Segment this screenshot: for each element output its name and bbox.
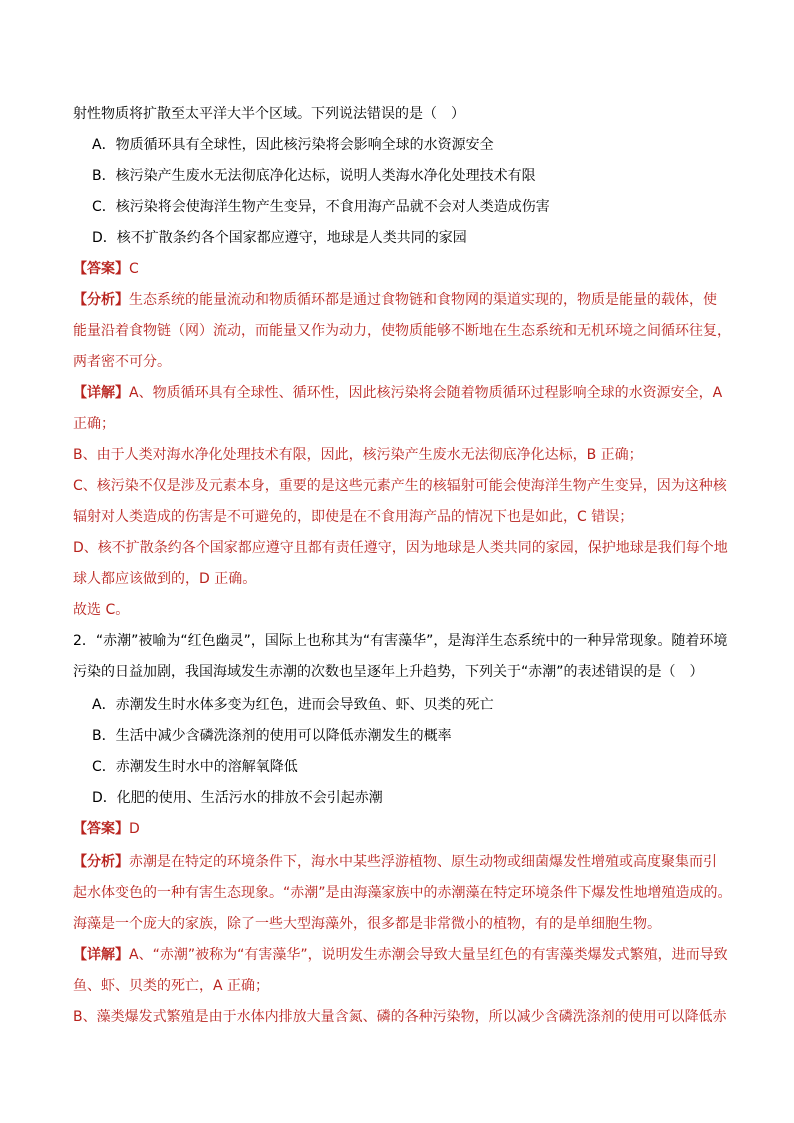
q2-detail-line [73,944,733,966]
q1-answer [73,258,733,280]
q2-detail-text: A、“赤潮”被称为“有害藻华”，说明发生赤潮会导致大量呈红色的有害藻类爆发式繁殖，进而导致 [129,947,728,963]
q2-stem-line: 2．“赤潮”被喻为“红色幽灵”，国际上也称其为“有害藻华”，是海洋生态系统中的一种异常现象。随着环境 [73,633,728,649]
q1-conclusion: 故选 C。 [73,602,130,618]
q1-detail-line: D、核不扩散条约各个国家都应遵守且都有责任遵守，因为地球是人类共同的家园，保护地球是我们每个地 [73,540,728,556]
q1-detail-line: B、由于人类对海水净化处理技术有限，因此，核污染产生废水无法彻底净化达标，B 正确； [73,447,643,463]
q2-detail-line: B、藻类爆发式繁殖是由于水体内排放大量含氮、磷的各种污染物，所以减少含磷洗涤剂的使用可以降低赤 [73,1009,727,1025]
q2-answer-value: D [129,821,140,837]
q1-detail-text: A、物质循环具有全球性、循环性，因此核污染将会随着物质循环过程影响全球的水资源安全，A [129,385,723,401]
q2-option-c: C．赤潮发生时水中的溶解氧降低 [92,759,298,775]
q2-option-a: A．赤潮发生时水体多变为红色，进而会导致鱼、虾、贝类的死亡 [92,697,494,713]
q1-option-c: C．核污染将会使海洋生物产生变异，不食用海产品就不会对人类造成伤害 [92,199,550,215]
q2-stem-line: 污染的日益加剧，我国海域发生赤潮的次数也呈逐年上升趋势，下列关于“赤潮”的表述错误的是（ ） [73,664,704,680]
q1-detail-line: 球人都应该做到的，D 正确。 [73,571,257,587]
answer-tag: 【答案】 [73,821,129,837]
q2-analysis-line: 海藻是一个庞大的家族，除了一些大型海藻外，很多都是非常微小的植物，有的是单细胞生物。 [73,916,661,932]
q2-analysis-line: 起水体变色的一种有害生态现象。“赤潮”是由海藻家族中的赤潮藻在特定环境条件下爆发性地增殖造成的。 [73,885,732,901]
q1-analysis-text: 生态系统的能量流动和物质循环都是通过食物链和食物网的渠道实现的，物质是能量的载体，使 [129,292,717,308]
q1-analysis-line: 两者密不可分。 [73,354,171,370]
q2-option-d: D．化肥的使用、生活污水的排放不会引起赤潮 [92,790,383,806]
q2-answer [73,818,733,840]
q1-detail-line: 正确； [73,416,115,432]
q1-analysis-line: 能量沿着食物链（网）流动，而能量又作为动力，使物质能够不断地在生态系统和无机环境之间循环往复， [73,323,731,339]
q1-detail-line: 辐射对人类造成的伤害是不可避免的，即使是在不食用海产品的情况下也是如此，C 错误； [73,509,634,525]
q2-analysis-line [73,851,733,873]
q1-option-a: A．物质循环具有全球性，因此核污染将会影响全球的水资源安全 [92,137,494,153]
q1-option-d: D．核不扩散条约各个国家都应遵守，地球是人类共同的家园 [92,230,467,246]
analysis-tag: 【分析】 [73,292,129,308]
answer-tag: 【答案】 [73,261,129,277]
q1-answer-value: C [129,261,139,277]
q1-stem: 射性物质将扩散至太平洋大半个区域。下列说法错误的是（ ） [73,106,465,122]
q2-detail-line: 鱼、虾、贝类的死亡，A 正确； [73,978,270,994]
q2-option-b: B．生活中减少含磷洗涤剂的使用可以降低赤潮发生的概率 [92,728,452,744]
q2-analysis-text: 赤潮是在特定的环境条件下，海水中某些浮游植物、原生动物或细菌爆发性增殖或高度聚集而引 [129,854,717,870]
analysis-tag: 【分析】 [73,854,129,870]
q1-option-b: B．核污染产生废水无法彻底净化达标，说明人类海水净化处理技术有限 [92,168,536,184]
detail-tag: 【详解】 [73,947,129,963]
detail-tag: 【详解】 [73,385,129,401]
q1-analysis-line [73,289,733,311]
q1-detail-line: C、核污染不仅是涉及元素本身，重要的是这些元素产生的核辐射可能会使海洋生物产生变异，因为这种核 [73,478,727,494]
q1-detail-line [73,382,733,404]
